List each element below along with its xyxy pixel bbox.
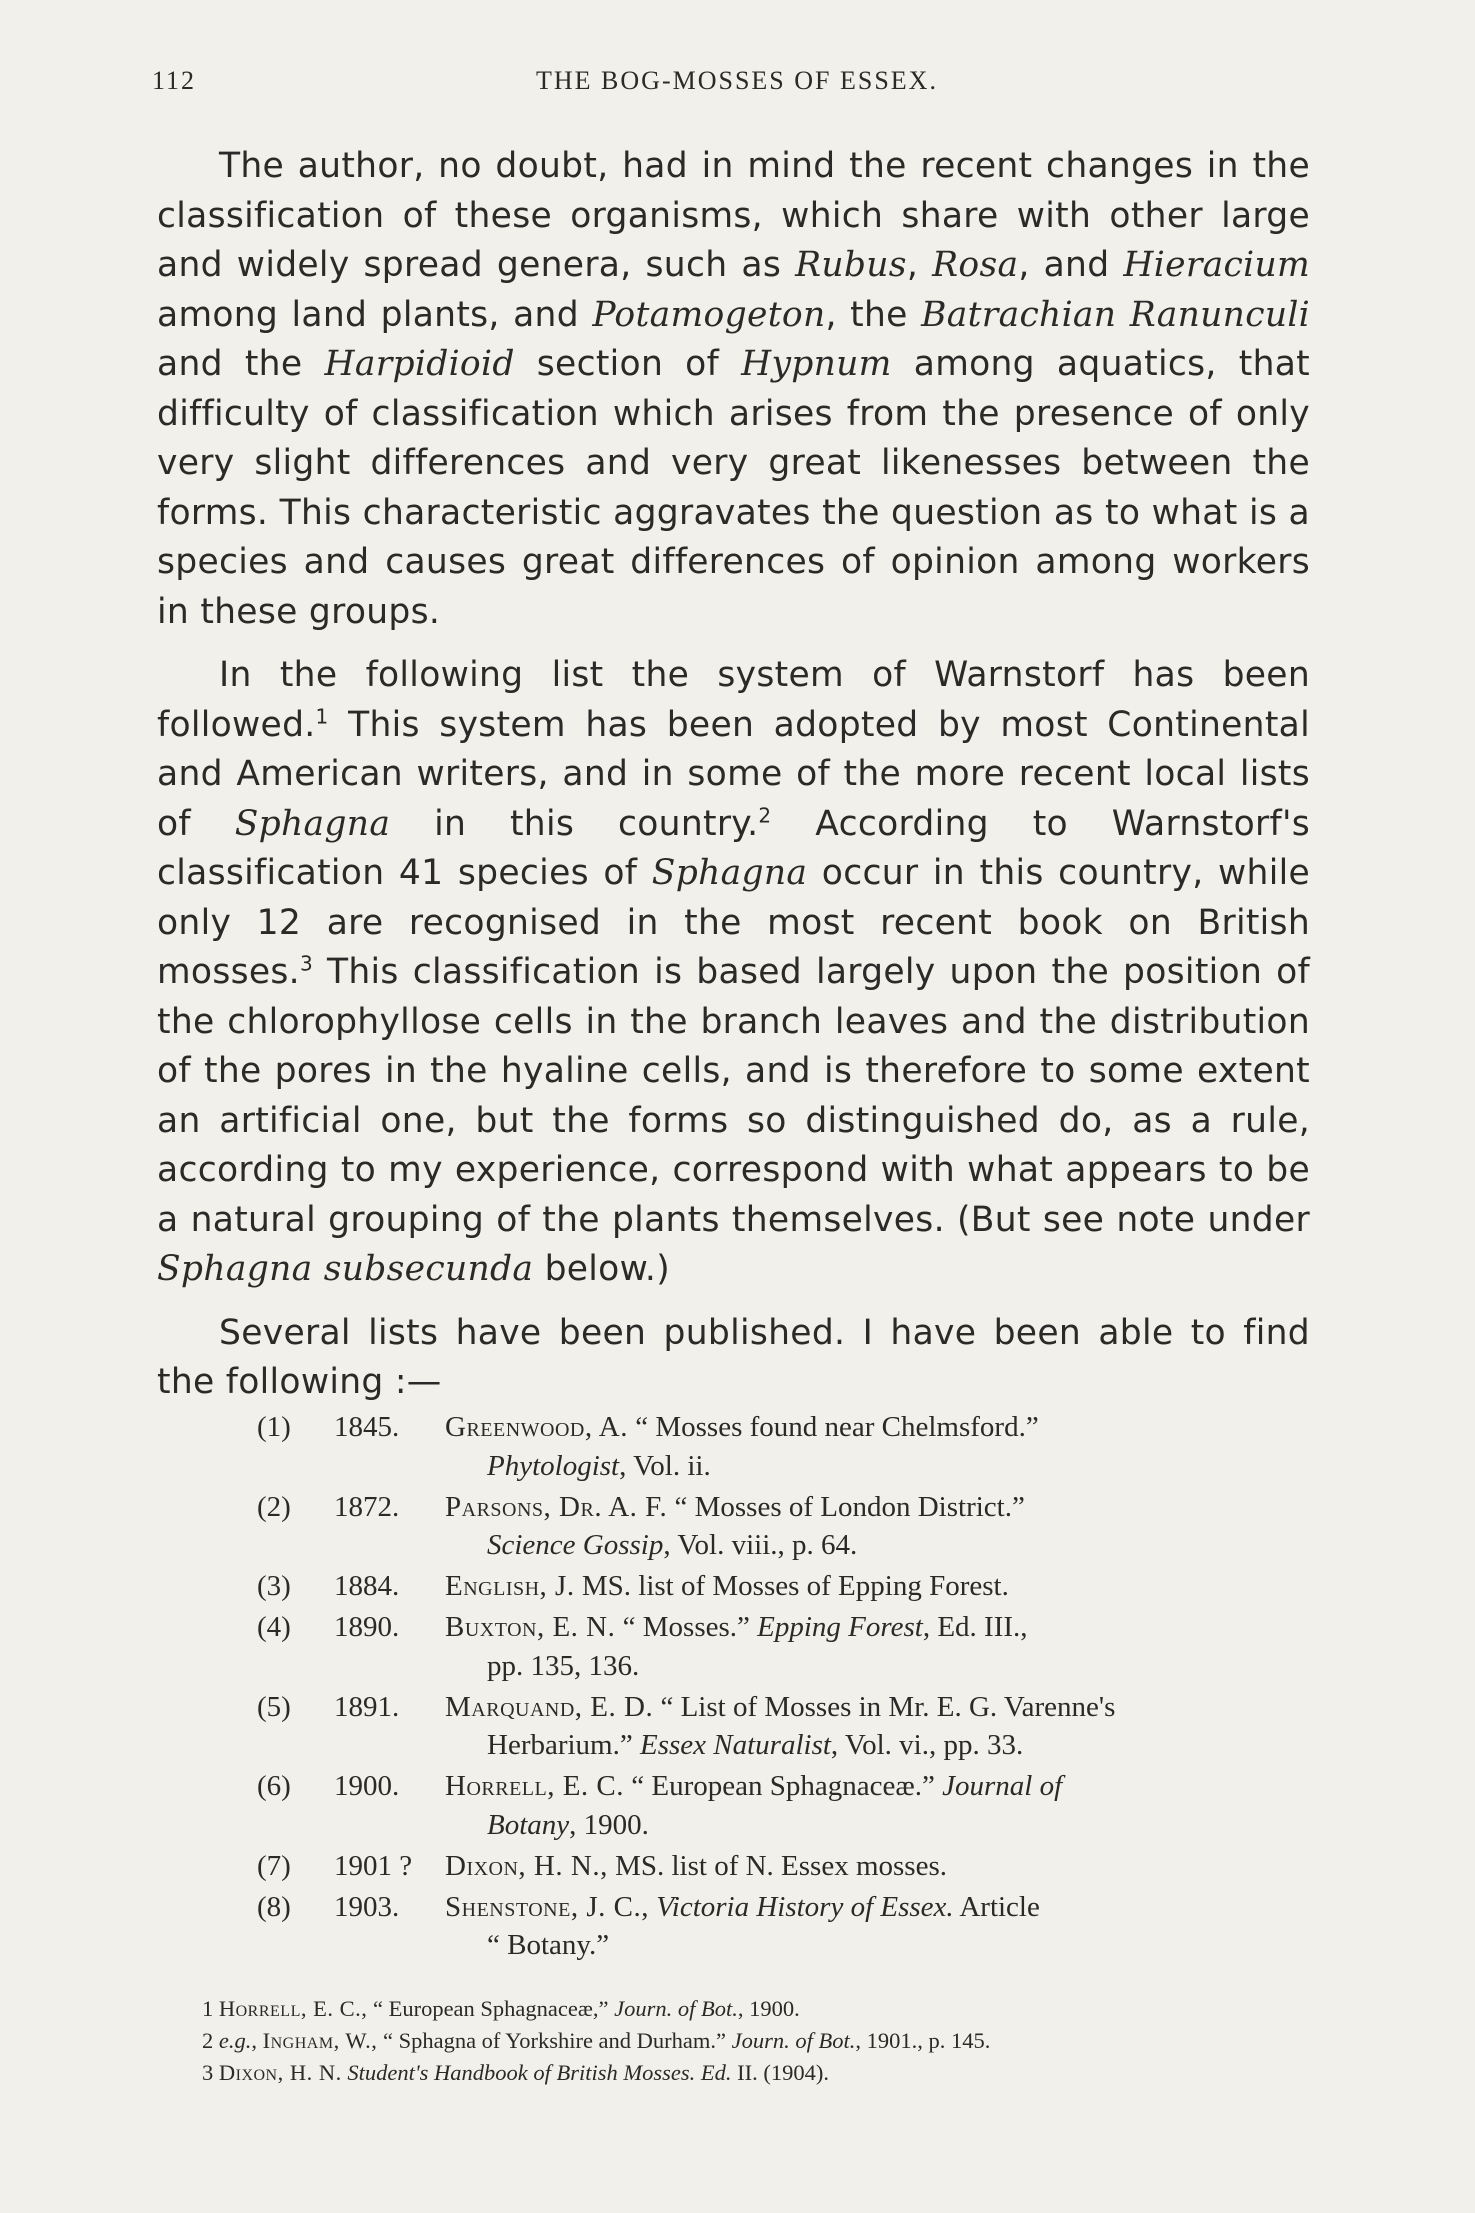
footnote-ref-3[interactable]: 3 bbox=[299, 951, 313, 976]
footnote-ref-2[interactable]: 2 bbox=[758, 803, 772, 827]
body-text bbox=[157, 142, 1310, 1408]
reference-item: (3) 1884. English, J. MS. list of Mosses of Epping Forest. bbox=[257, 1570, 1009, 1602]
paragraph-1: The author, no doubt, had in mind the recent changes in the classification of these organisms, which share with other large and widely spread genera, such as Rubus, Rosa, and Hieracium among land plants, and Potamogeton, the Batrachian Ranunculi and the Harpidioid section of Hypnum among aquatics, that difficulty of classification which arises from the presence of only very slight differences and very great likenesses between the forms. This characteristic aggravates the question as to what is a species and causes great differences of opinion among workers in these groups. bbox=[157, 146, 1311, 632]
footnote-2: 2 e.g., Ingham, W., “ Sphagna of Yorkshire and Durham.” Journ. of Bot., 1901., p. 145. bbox=[202, 2028, 991, 2053]
reference-item: (4) 1890. Buxton, E. N. “ Mosses.” Epping Forest, Ed. III., pp. 135, 136. bbox=[257, 1611, 1028, 1682]
footnotes bbox=[202, 1993, 1322, 2089]
running-title: THE BOG-MOSSES OF ESSEX. bbox=[536, 66, 938, 95]
reference-item: (2) 1872. Parsons, Dr. A. F. “ Mosses of London District.” Science Gossip, Vol. viii., p. 64. bbox=[257, 1490, 1025, 1561]
reference-list bbox=[257, 1408, 1312, 1967]
paragraph-3: Several lists have been published. I have been able to find the following :— bbox=[157, 1312, 1310, 1402]
reference-item: (8) 1903. Shenstone, J. C., Victoria History of Essex. Article “ Botany.” bbox=[257, 1890, 1040, 1961]
paragraph-2: In the following list the system of Warnstorf has been followed.$^1$ This system has been adopted by most Continental and American writers, and in some of the more recent local lists of Sphagna in this country.$^2$ According to Warnstorf's classification 41 species of Sphagna occur in this country, while only 12 are recognised in the most recent book on British mosses.$^3$ This classification is based largely upon the position of the chlorophyllose cells in the branch leaves and the distribution of the pores in the hyaline cells, and is therefore to some extent an artificial one, but the forms so distinguished do, as a rule, according to my experience, correspond with what appears to be a natural grouping of the plants themselves. (But see note under Sphagna subsecunda below.) bbox=[157, 655, 1310, 1289]
footnote-ref-1[interactable]: 1 bbox=[315, 704, 329, 728]
reference-item: (5) 1891. Marquand, E. D. “ List of Mosses in Mr. E. G. Varenne's Herbarium.” Essex Naturalist, Vol. vi., pp. 33. bbox=[257, 1690, 1116, 1761]
page-number: 112 bbox=[152, 66, 197, 95]
reference-item: (6) 1900. Horrell, E. C. “ European Sphagnaceæ.” Journal of Botany, 1900. bbox=[257, 1770, 1063, 1841]
running-head bbox=[152, 66, 1322, 106]
footnote-1: 1 Horrell, E. C., “ European Sphagnaceæ,” Journ. of Bot., 1900. bbox=[202, 1996, 800, 2021]
reference-item: (1) 1845. Greenwood, A. “ Mosses found near Chelmsford.” Phytologist, Vol. ii. bbox=[257, 1411, 1039, 1482]
footnote-3: 3 Dixon, H. N. Student's Handbook of British Mosses. Ed. II. (1904). bbox=[202, 2060, 830, 2085]
reference-item: (7) 1901 ? Dixon, H. N., MS. list of N. Essex mosses. bbox=[257, 1849, 947, 1882]
